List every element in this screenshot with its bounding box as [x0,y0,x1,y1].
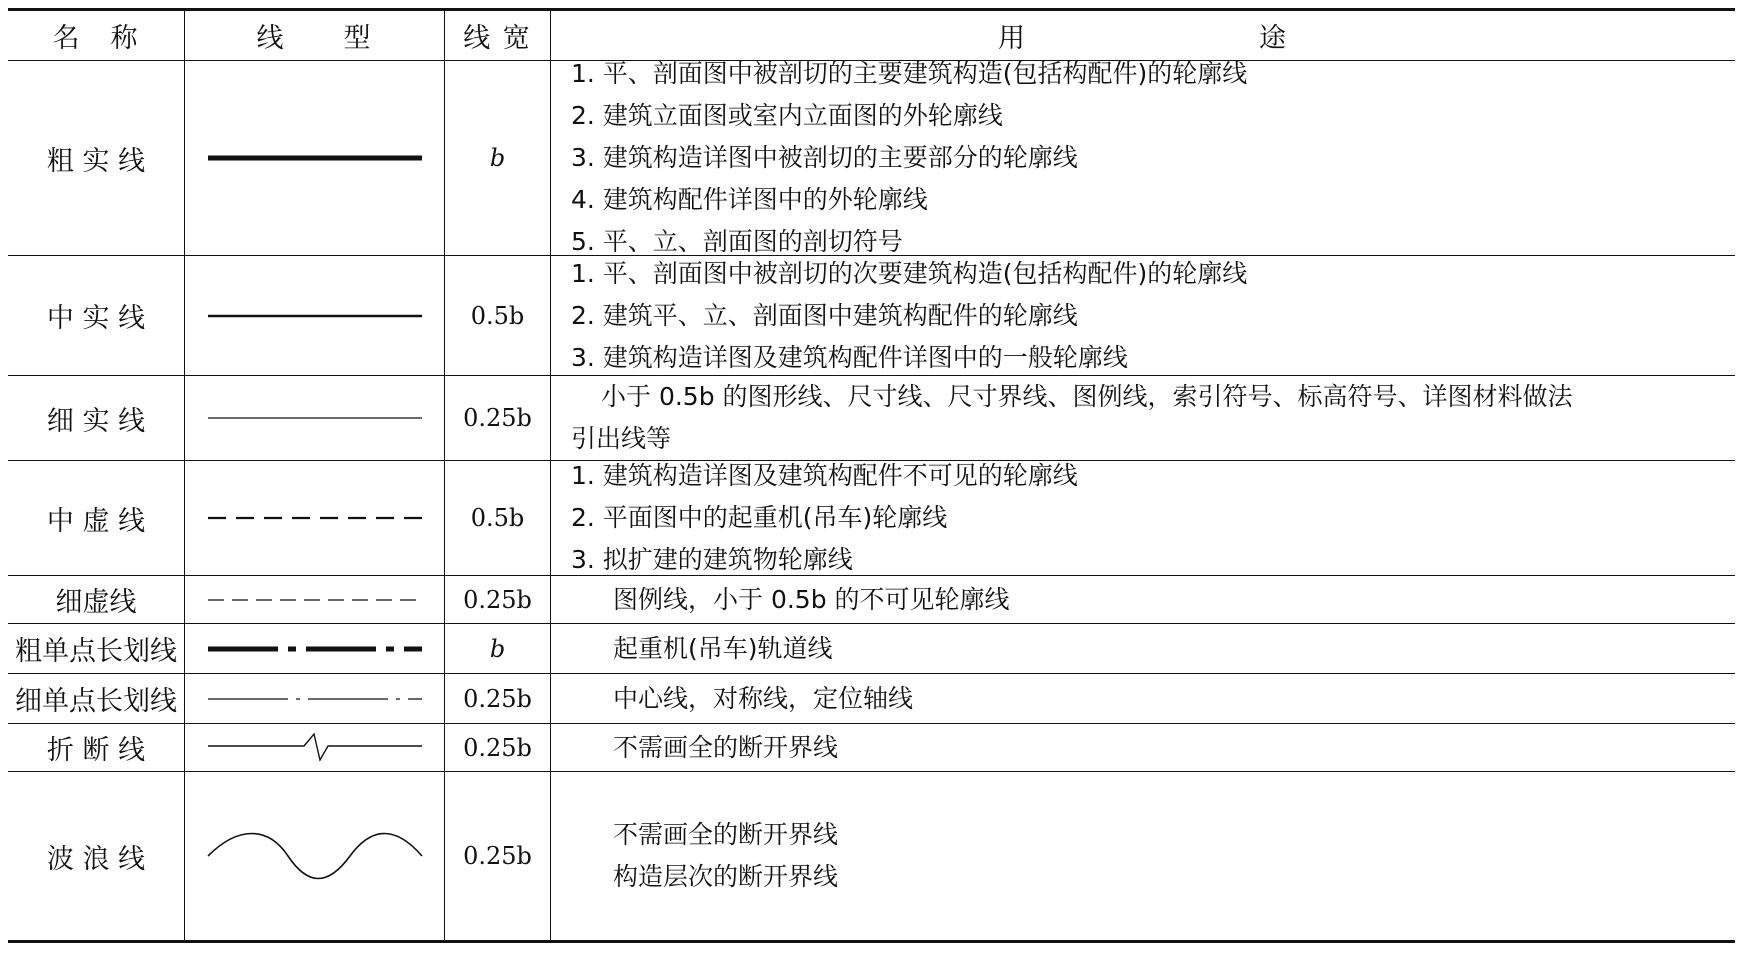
line-sample-dash-dot-thin [185,674,444,723]
row-usage [551,376,1735,460]
usage-item: 5. 平、立、剖面图的剖切符号 [571,227,903,256]
usage-item: 3. 建筑构造详图及建筑构配件详图中的一般轮廓线 [571,342,1128,372]
row-usage [551,576,1735,623]
usage-item: 4. 建筑构配件详图中的外轮廓线 [571,185,928,214]
row-usage [551,624,1735,673]
usage-paragraph-line: 小于 0.5b 的图形线、尺寸线、尺寸界线、图例线，索引符号、标高符号、详图材料做法 [601,382,1573,411]
row-name: 中 虚 线 [46,505,146,537]
row-name: 粗单点长划线 [15,636,177,667]
row-name: 粗 实 线 [46,145,146,177]
line-sample-break-line [185,724,444,771]
row-name: 折 断 线 [46,735,146,766]
usage-item: 3. 拟扩建的建筑物轮廓线 [571,545,853,574]
usage-item: 3. 建筑构造详图中被剖切的主要部分的轮廓线 [571,143,1078,172]
row-width: 0.25b [463,404,532,432]
usage-item: 构造层次的断开界线 [613,862,839,891]
line-type-table [8,8,1735,943]
row-width: b [489,634,506,663]
row-width: 0.25b [463,842,532,870]
usage-item: 1. 建筑构造详图及建筑构配件不可见的轮廓线 [571,461,1078,490]
usage-paragraph-line: 引出线等 [571,424,672,453]
usage-item: 不需画全的断开界线 [613,820,839,849]
row-usage [551,674,1735,723]
usage-item: 1. 平、剖面图中被剖切的次要建筑构造(包括构配件)的轮廓线 [571,258,1248,288]
usage-item: 2. 建筑立面图或室内立面图的外轮廓线 [571,101,1003,130]
usage-text: 图例线，小于 0.5b 的不可见轮廓线 [613,584,1010,614]
header-line-type: 线 型 [256,23,373,54]
usage-item: 1. 平、剖面图中被剖切的主要建筑构造(包括构配件)的轮廓线 [571,59,1248,88]
row-name: 细单点长划线 [15,686,177,717]
row-name: 中 实 线 [46,303,146,334]
usage-item: 2. 建筑平、立、剖面图中建筑构配件的轮廓线 [571,300,1078,330]
row-name: 细 实 线 [46,405,146,437]
row-width: 0.25b [463,733,532,762]
table-bottom-rule [8,940,1735,943]
row-width: 0.25b [463,684,532,713]
row-name: 细虚线 [55,587,137,618]
usage-text: 起重机(吊车)轨道线 [613,633,833,663]
header-name: 名 称 [52,23,140,54]
row-usage [551,61,1735,255]
row-width: 0.5b [470,504,525,532]
row-name: 波 浪 线 [46,843,146,875]
row-usage [551,256,1735,375]
row-usage [551,772,1735,940]
line-sample-solid-thick [185,61,444,255]
header-width: 线 宽 [463,23,532,54]
usage-text: 中心线，对称线，定位轴线 [613,683,914,713]
row-usage [551,461,1735,575]
row-usage [551,724,1735,771]
row-width: b [489,144,506,172]
row-width: 0.5b [470,301,525,330]
usage-text: 不需画全的断开界线 [613,732,839,762]
line-sample-dash-dot-thick [185,624,444,673]
header-usage: 用 途 [998,23,1288,54]
line-sample-solid-medium [185,256,444,375]
line-sample-solid-thin [185,376,444,460]
line-sample-dashed-thin [185,576,444,623]
row-width: 0.25b [463,585,532,614]
line-sample-wavy-line [185,772,444,940]
usage-item: 2. 平面图中的起重机(吊车)轮廓线 [571,503,948,532]
line-sample-dashed-medium [185,461,444,575]
